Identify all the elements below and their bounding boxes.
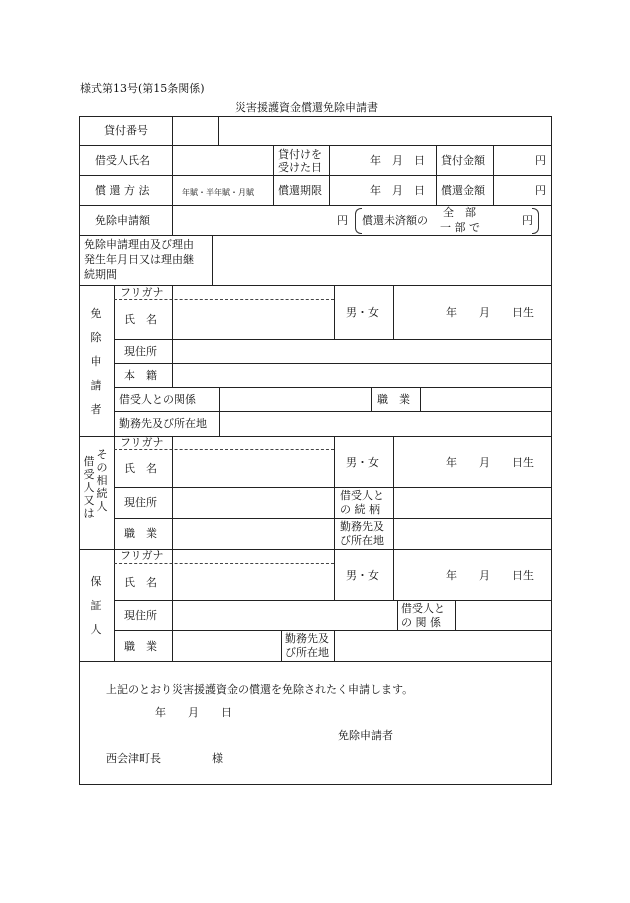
heir-relation-label-1: 借受人と [340,489,384,502]
repay-deadline-label: 償還期限 [278,184,322,197]
unpaid-yen: 円 [522,214,533,227]
unpaid-all-option[interactable]: 全 部 [443,206,476,219]
loan-number-label: 貸付番号 [104,124,148,137]
heir-workplace-label-1: 勤務先及 [340,520,384,533]
left-bracket [355,208,362,234]
applicant-birth[interactable]: 年 月 日生 [446,306,534,319]
heir-birth[interactable]: 年 月 日生 [446,456,534,469]
repay-deadline-value[interactable]: 年 月 日 [370,184,425,197]
statement-text: 上記のとおり災害援護資金の償還を免除されたく申請します。 [106,683,414,696]
loan-amount-label: 貸付金額 [441,154,485,167]
reason-field[interactable] [213,236,550,284]
repay-amount-label: 償還金額 [441,184,485,197]
exempt-amount-label: 免除申請額 [95,214,150,227]
guarantor-workplace-label-1: 勤務先及 [285,632,329,645]
applicant-address-label: 現住所 [124,345,157,358]
guarantor-furigana-label: フリガナ [120,549,164,562]
heir-name-label: 氏 名 [124,462,157,475]
applicant-side-label: 免除申請者 [90,307,102,416]
repay-method-value[interactable]: 年賦・半年賦・月賦 [182,188,254,197]
heir-address-label: 現住所 [124,496,157,509]
heir-job-label: 職 業 [124,527,157,540]
guarantor-side-label: 保証人 [90,575,102,636]
exempt-amount-yen: 円 [337,214,348,227]
guarantor-name-label: 氏 名 [124,576,157,589]
repay-amount-yen: 円 [535,184,546,197]
applicant-name-field[interactable] [173,300,333,338]
applicant-name-label: 氏 名 [124,313,157,326]
guarantor-address-label: 現住所 [124,609,157,622]
loan-date-value[interactable]: 年 月 日 [370,154,425,167]
unpaid-part-option[interactable]: 一 部 で [440,221,480,234]
heir-workplace-label-2: び所在地 [340,534,384,547]
applicant-job-label: 職 業 [377,393,410,406]
guarantor-relation-label-1: 借受人と [401,602,445,615]
reason-label-3: 続期間 [84,268,117,281]
applicant-furigana-label: フリガナ [120,286,164,299]
repay-method-label: 償 還 方 法 [95,184,150,197]
applicant-workplace-label: 勤務先及び所在地 [119,417,207,430]
applicant-honseki-label: 本 籍 [124,369,157,382]
mayor-label: 西会津町長 [106,752,161,765]
heir-side-label-col2: その相続人 [96,448,108,513]
loan-date-label-1: 貸付けを [278,148,322,161]
honorific-sama: 様 [212,752,223,765]
guarantor-job-label: 職 業 [124,640,157,653]
guarantor-birth[interactable]: 年 月 日生 [446,569,534,582]
heir-sex[interactable]: 男・女 [346,456,379,469]
borrower-name-label: 借受人氏名 [95,154,150,167]
applicant-relation-label: 借受人との関係 [119,393,196,406]
loan-date-label-2: 受けた日 [278,161,322,174]
guarantor-sex[interactable]: 男・女 [346,569,379,582]
form-reference: 様式第13号(第15条関係) [80,82,205,95]
loan-amount-yen: 円 [535,154,546,167]
heir-relation-label-2: の 続 柄 [340,503,380,516]
loan-number-field[interactable] [173,117,217,144]
borrower-name-field[interactable] [173,146,272,174]
right-bracket [532,208,539,234]
applicant-signature-label: 免除申請者 [338,729,393,742]
reason-label-2: 発生年月日又は理由継 [84,253,194,266]
guarantor-relation-label-2: の 関 係 [401,616,441,629]
heir-side-label-col1: 借受人又は [83,455,95,520]
form-title: 災害援護資金償還免除申請書 [235,101,378,114]
application-date[interactable]: 年 月 日 [155,706,232,719]
heir-furigana-label: フリガナ [120,436,164,449]
unpaid-label: 償還未済額の [362,214,428,227]
applicant-sex[interactable]: 男・女 [346,306,379,319]
guarantor-workplace-label-2: び所在地 [285,646,329,659]
reason-label-1: 免除申請理由及び理由 [84,238,194,251]
